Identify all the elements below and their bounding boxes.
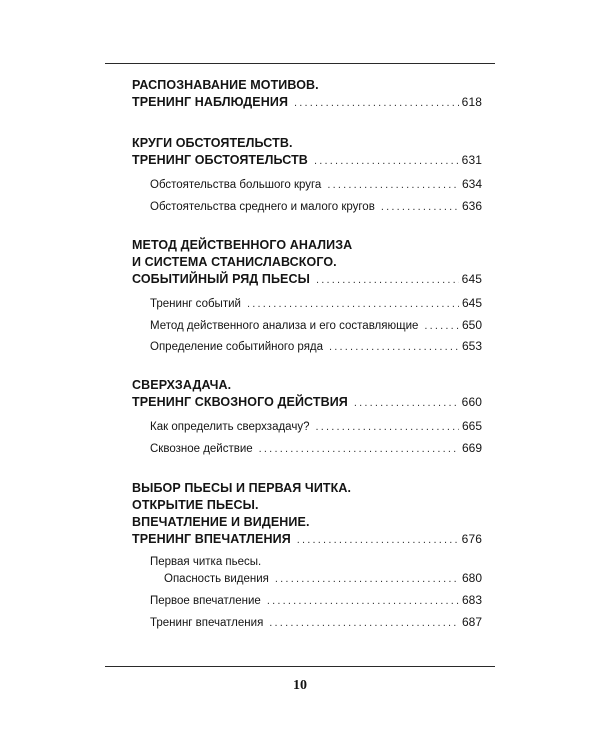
subentry-title: Метод действенного анализа и его составляющие — [150, 320, 419, 332]
section-heading-last: ТРЕНИНГ СКВОЗНОГО ДЕЙСТВИЯ — [132, 395, 348, 409]
subentry-title: Опасность видения — [164, 573, 269, 585]
subentry-title: Обстоятельства среднего и малого кругов — [150, 201, 375, 213]
page-ref: 676 — [461, 532, 482, 546]
toc-section-3 — [132, 237, 482, 289]
toc-subentry[interactable] — [150, 440, 482, 457]
section-heading-line: РАСПОЗНАВАНИЕ МОТИВОВ. — [132, 78, 319, 92]
toc-entry[interactable] — [132, 152, 482, 170]
page-ref: 618 — [461, 95, 482, 109]
dot-leader — [297, 532, 459, 549]
toc-subentry[interactable] — [150, 418, 482, 435]
toc-subentry[interactable] — [150, 198, 482, 215]
dot-leader — [315, 419, 459, 435]
subentry-title: Обстоятельства большого круга — [150, 179, 322, 191]
dot-leader — [329, 339, 459, 355]
section-heading-line: МЕТОД ДЕЙСТВЕННОГО АНАЛИЗА — [132, 238, 353, 252]
toc-entry[interactable] — [132, 94, 482, 112]
dot-leader — [424, 318, 459, 334]
page-ref: 680 — [461, 571, 482, 585]
subentry-title: Определение событийного ряда — [150, 341, 324, 353]
toc-section-5 — [132, 480, 482, 549]
toc-subentry[interactable] — [150, 317, 482, 334]
section-heading-last: ТРЕНИНГ НАБЛЮДЕНИЯ — [132, 95, 289, 109]
page-ref: 683 — [461, 593, 482, 607]
subentry-title: Сквозное действие — [150, 443, 253, 455]
dot-leader — [267, 593, 459, 609]
toc-entry[interactable] — [132, 394, 482, 412]
toc-subentry[interactable] — [164, 570, 482, 587]
section-heading-last: СОБЫТИЙНЫЙ РЯД ПЬЕСЫ — [132, 272, 310, 286]
dot-leader — [327, 177, 459, 193]
dot-leader — [269, 615, 459, 631]
section-heading-last: ТРЕНИНГ ВПЕЧАТЛЕНИЯ — [132, 532, 291, 546]
subentry-title: Первое впечатление — [150, 595, 261, 607]
page-ref: 650 — [461, 318, 482, 332]
section-heading-line: КРУГИ ОБСТОЯТЕЛЬСТВ. — [132, 136, 293, 150]
page-ref: 645 — [461, 296, 482, 310]
dot-leader — [316, 272, 459, 289]
section-heading-line: И СИСТЕМА СТАНИСЛАВСКОГО. — [132, 255, 337, 269]
page-ref: 665 — [461, 419, 482, 433]
page-ref: 634 — [461, 177, 482, 191]
section-heading-last: ТРЕНИНГ ОБСТОЯТЕЛЬСТВ — [132, 153, 308, 167]
dot-leader — [294, 95, 459, 112]
subentry-title: Тренинг впечатления — [150, 617, 264, 629]
toc-subentry[interactable] — [150, 592, 482, 609]
toc-subentry[interactable] — [150, 295, 482, 312]
dot-leader — [259, 441, 459, 457]
top-rule — [105, 63, 495, 64]
page-number: 10 — [293, 678, 307, 693]
toc-subentry[interactable] — [150, 614, 482, 631]
toc-subentry[interactable] — [150, 338, 482, 355]
dot-leader — [247, 296, 459, 312]
page-ref: 669 — [461, 441, 482, 455]
page-ref: 636 — [461, 199, 482, 213]
page-ref: 631 — [461, 153, 482, 167]
section-heading-line: ОТКРЫТИЕ ПЬЕСЫ. — [132, 498, 259, 512]
dot-leader — [354, 395, 459, 412]
toc-section-2 — [132, 135, 482, 170]
bottom-rule — [105, 666, 495, 667]
toc-section-4 — [132, 377, 482, 412]
page-ref: 660 — [461, 395, 482, 409]
section-heading-line: ВПЕЧАТЛЕНИЕ И ВИДЕНИЕ. — [132, 515, 310, 529]
dot-leader — [381, 199, 459, 215]
toc-entry[interactable] — [132, 271, 482, 289]
page-ref: 687 — [461, 615, 482, 629]
subentry-title: Тренинг событий — [150, 298, 241, 310]
section-heading-line: ВЫБОР ПЬЕСЫ И ПЕРВАЯ ЧИТКА. — [132, 481, 352, 495]
section-heading-line: СВЕРХЗАДАЧА. — [132, 378, 232, 392]
toc-subentry[interactable] — [150, 176, 482, 193]
toc-entry[interactable] — [132, 531, 482, 549]
subentry-title-prefix: Первая читка пьесы. — [150, 556, 262, 568]
dot-leader — [275, 571, 459, 587]
dot-leader — [314, 153, 459, 170]
toc-section-1 — [132, 77, 482, 112]
page-ref: 653 — [461, 339, 482, 353]
subentry-title: Как определить сверхзадачу? — [150, 421, 310, 433]
page-ref: 645 — [461, 272, 482, 286]
